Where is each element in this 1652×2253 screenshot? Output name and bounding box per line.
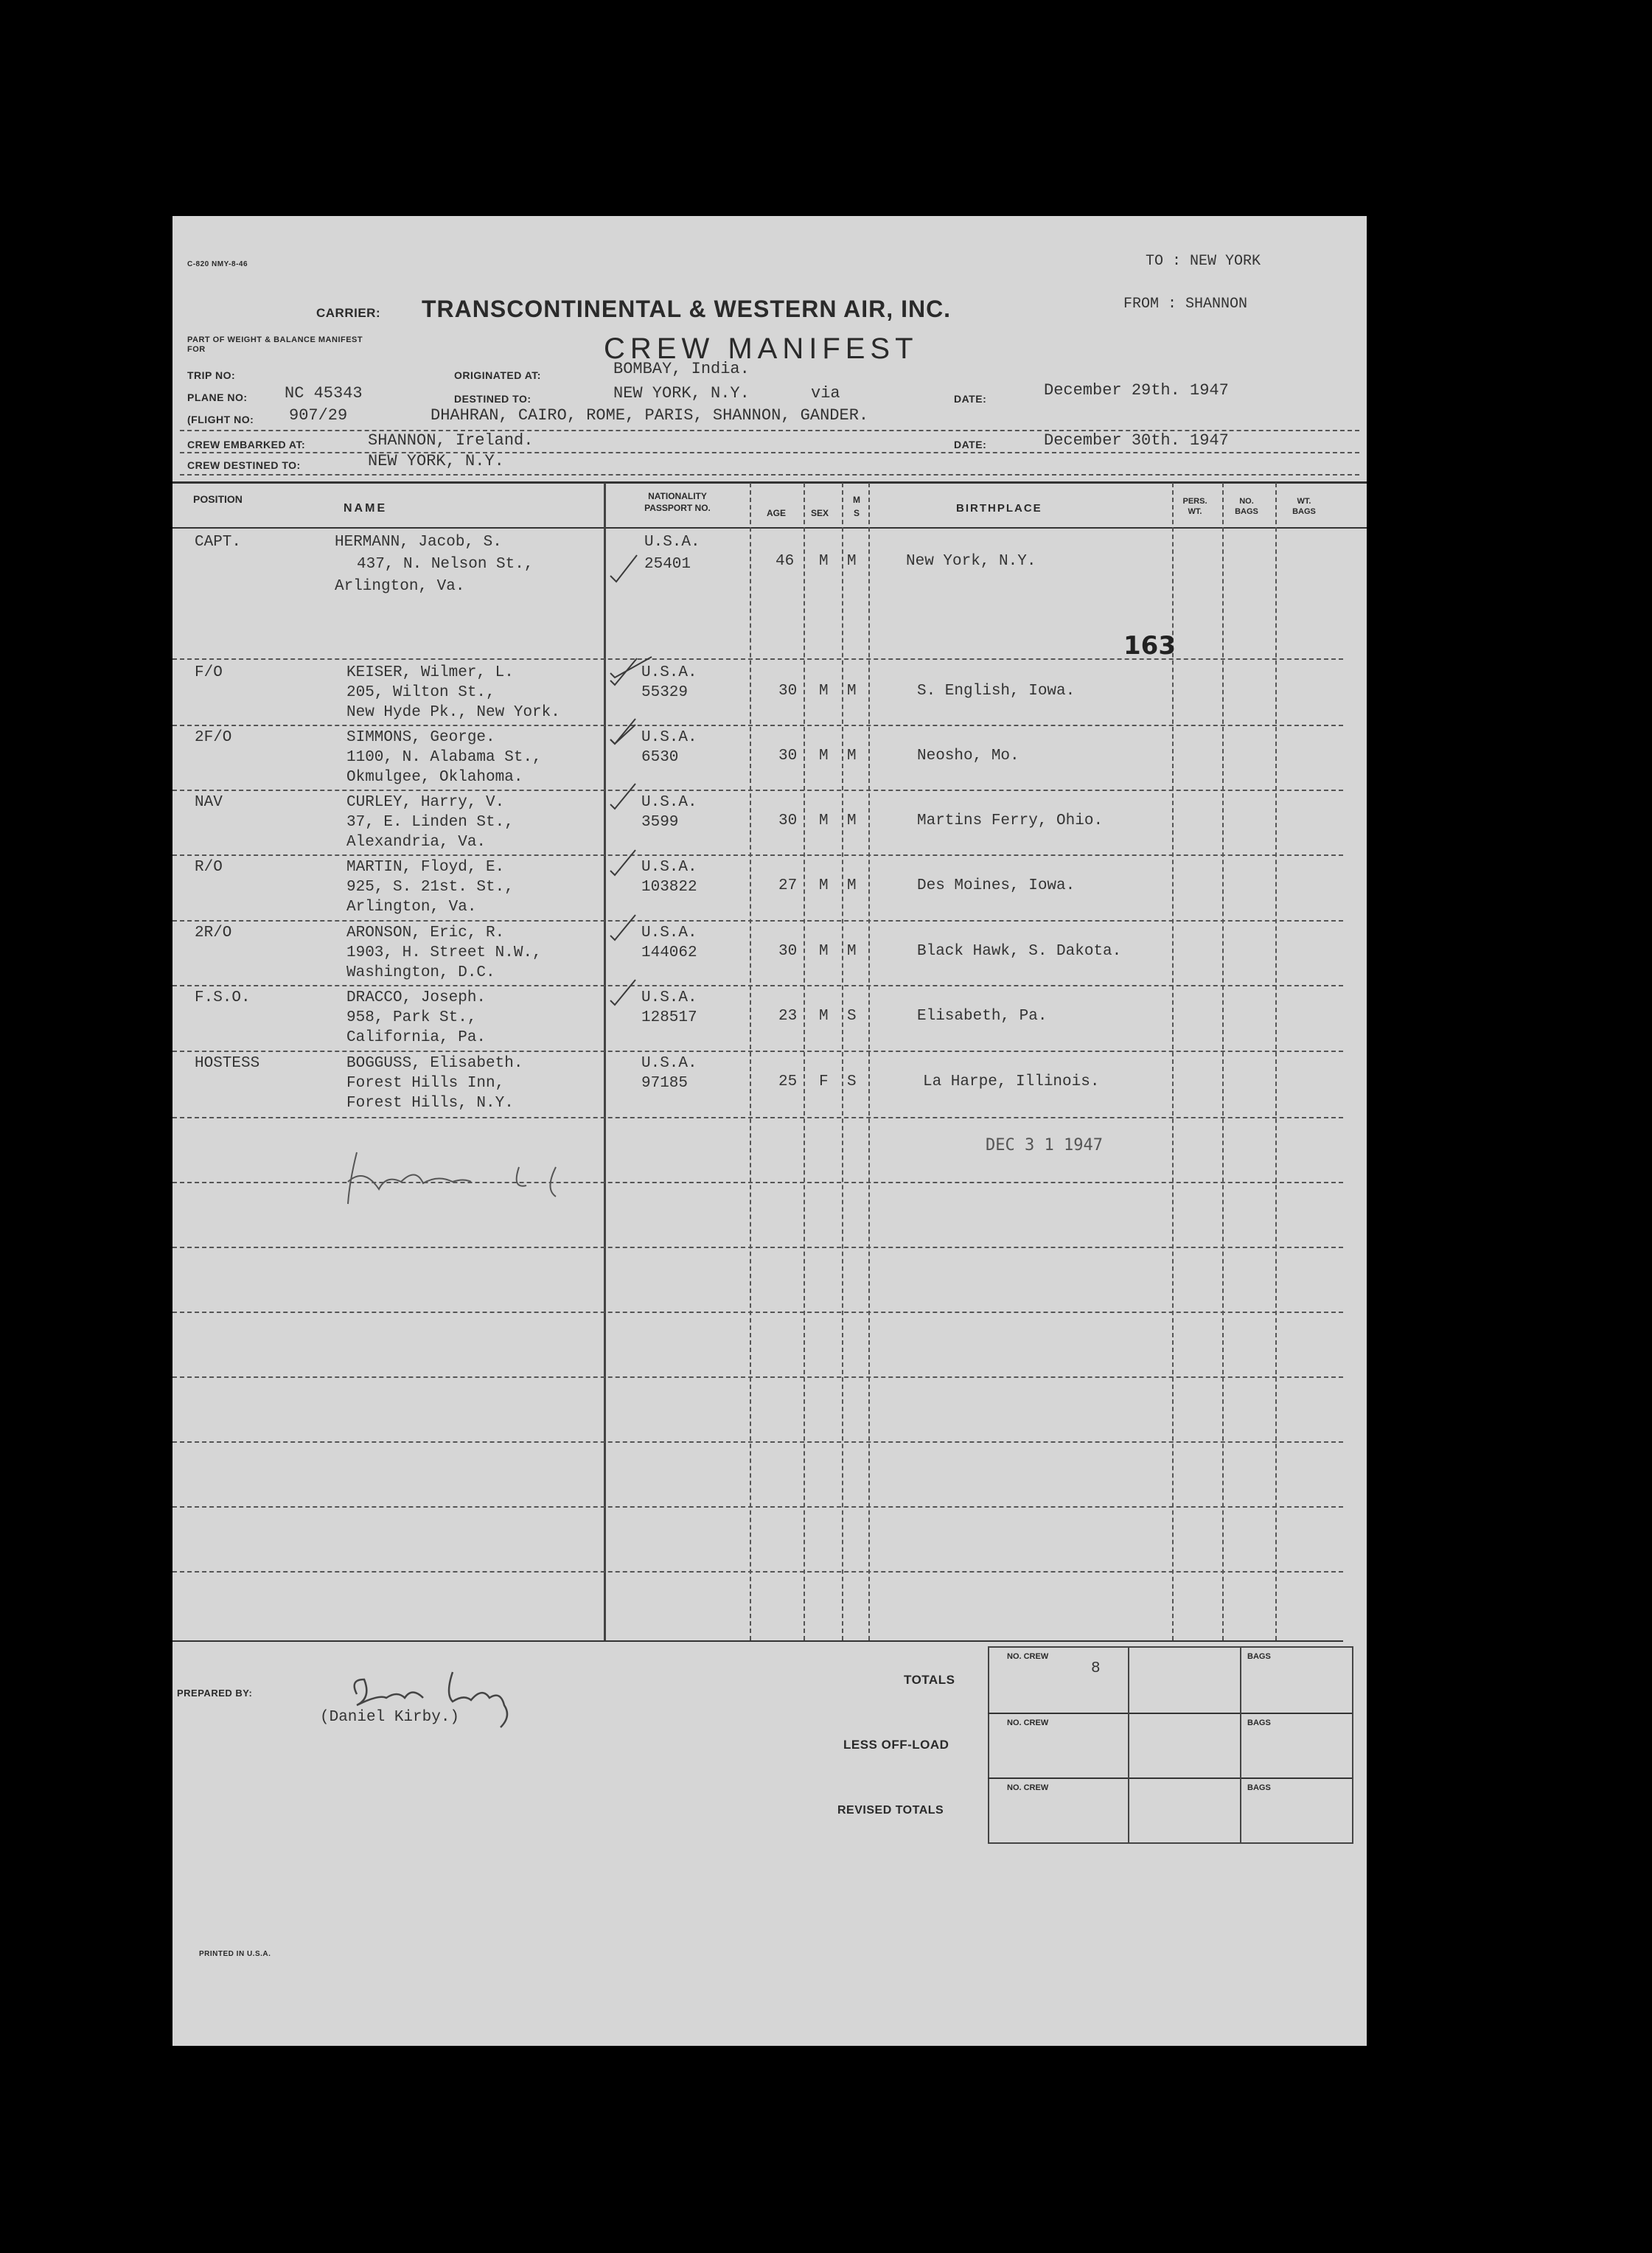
to-field: TO : NEW YORK [1146, 253, 1261, 270]
carrier-name: TRANSCONTINENTAL & WESTERN AIR, INC. [422, 296, 952, 322]
trip-label: TRIP NO: [187, 369, 236, 381]
col-birthplace: BIRTHPLACE [956, 502, 1042, 515]
crew-marital: M [847, 748, 857, 765]
crew-name: HERMANN, Jacob, S. [335, 534, 502, 551]
col-no-bags: NO. BAGS [1235, 497, 1258, 516]
crew-nationality: U.S.A. [641, 859, 697, 876]
bags-label: BAGS [1247, 1652, 1271, 1661]
crew-age: 46 [776, 553, 795, 570]
crew-city: New Hyde Pk., New York. [346, 704, 560, 721]
crew-marital: M [847, 812, 857, 829]
crew-passport: 144062 [641, 944, 697, 961]
date-value: December 29th. 1947 [1044, 381, 1229, 400]
col-ms: M S [853, 495, 860, 518]
flight-label: (FLIGHT NO: [187, 414, 254, 425]
crew-marital: M [847, 553, 857, 570]
col-sex: SEX [811, 508, 829, 518]
manifest-page [172, 216, 1367, 2046]
form-code: C-820 NMY-8-46 [187, 260, 248, 268]
plane-label: PLANE NO: [187, 391, 248, 403]
plane-number: NC 45343 [285, 384, 363, 403]
crew-address: Forest Hills Inn, [346, 1075, 505, 1092]
via-label: via [811, 384, 840, 403]
revised-no-crew-label: NO. CREW [1007, 1783, 1049, 1792]
crew-sex: M [819, 748, 829, 765]
revised-totals-label: REVISED TOTALS [837, 1804, 944, 1817]
crew-marital: M [847, 683, 857, 700]
crew-passport: 6530 [641, 749, 679, 766]
crew-sex: M [819, 943, 829, 960]
crew-city: Forest Hills, N.Y. [346, 1095, 514, 1112]
crew-age: 30 [778, 748, 798, 765]
crew-passport: 25401 [644, 556, 691, 573]
crew-passport: 97185 [641, 1075, 689, 1092]
crew-name: DRACCO, Joseph. [346, 989, 487, 1006]
date-stamp: DEC 3 1 1947 [986, 1136, 1103, 1155]
route-value: DHAHRAN, CAIRO, ROME, PARIS, SHANNON, GANDER. [431, 406, 869, 425]
crew-nationality: U.S.A. [644, 534, 700, 551]
crew-marital: M [847, 877, 857, 894]
no-crew-value: 8 [1091, 1660, 1101, 1677]
crew-birthplace: Neosho, Mo. [917, 748, 1020, 765]
handwritten-initials [335, 1138, 600, 1211]
crew-position: NAV [195, 794, 223, 811]
crew-dest-value: NEW YORK, N.Y. [368, 452, 504, 470]
page-title: CREW MANIFEST [604, 332, 919, 365]
crew-age: 23 [778, 1008, 798, 1025]
crew-marital: M [847, 943, 857, 960]
offload-bags-label: BAGS [1247, 1719, 1271, 1727]
page-number: 163 [1123, 631, 1176, 661]
col-position: POSITION [193, 493, 243, 505]
crew-address: 437, N. Nelson St., [357, 556, 534, 573]
crew-position: CAPT. [195, 534, 242, 551]
crew-marital: S [847, 1008, 857, 1025]
check-marks-lower [607, 651, 674, 1093]
crew-nationality: U.S.A. [641, 924, 697, 941]
crew-sex: M [819, 553, 829, 570]
crew-passport: 55329 [641, 684, 689, 701]
crew-position: 2R/O [195, 924, 232, 941]
crew-age: 30 [778, 812, 798, 829]
date2-label: DATE: [954, 439, 987, 450]
crew-city: Alexandria, Va. [346, 834, 487, 851]
crew-marital: S [847, 1073, 857, 1090]
crew-city: California, Pa. [346, 1029, 487, 1046]
part-of-label: PART OF WEIGHT & BALANCE MANIFEST FOR [187, 335, 363, 354]
destined-label: DESTINED TO: [454, 393, 532, 405]
crew-address: 925, S. 21st. St., [346, 879, 514, 896]
crew-birthplace: Des Moines, Iowa. [917, 877, 1076, 894]
crew-age: 27 [778, 877, 798, 894]
crew-birthplace: Black Hawk, S. Dakota. [917, 943, 1122, 960]
revised-bags-label: BAGS [1247, 1783, 1271, 1792]
crew-passport: 103822 [641, 879, 697, 896]
totals-box [988, 1646, 1353, 1844]
crew-address: 1100, N. Alabama St., [346, 749, 542, 766]
crew-nationality: U.S.A. [641, 989, 697, 1006]
crew-nationality: U.S.A. [641, 664, 697, 681]
embarked-label: CREW EMBARKED AT: [187, 439, 306, 450]
destined-value: NEW YORK, N.Y. [613, 384, 750, 403]
col-name: NAME [344, 502, 388, 515]
crew-sex: M [819, 1008, 829, 1025]
totals-label: TOTALS [904, 1673, 955, 1687]
crew-city: Okmulgee, Oklahoma. [346, 769, 523, 786]
crew-address: 958, Park St., [346, 1009, 477, 1026]
crew-birthplace: Martins Ferry, Ohio. [917, 812, 1104, 829]
col-wt-bags: WT. BAGS [1292, 497, 1316, 516]
crew-birthplace: New York, N.Y. [906, 553, 1036, 570]
crew-name: BOGGUSS, Elisabeth. [346, 1055, 523, 1072]
printed-label: PRINTED IN U.S.A. [199, 1950, 271, 1958]
crew-address: 1903, H. Street N.W., [346, 944, 542, 961]
crew-nationality: U.S.A. [641, 729, 697, 746]
crew-name: MARTIN, Floyd, E. [346, 859, 505, 876]
originated-value: BOMBAY, India. [613, 360, 750, 378]
embarked-value: SHANNON, Ireland. [368, 431, 534, 450]
crew-city: Arlington, Va. [335, 578, 465, 595]
flight-number: 907/29 [289, 406, 348, 425]
date-label: DATE: [954, 393, 987, 405]
crew-dest-label: CREW DESTINED TO: [187, 459, 301, 471]
col-pers-wt: PERS. WT. [1182, 497, 1207, 516]
col-age: AGE [767, 508, 787, 518]
crew-age: 30 [778, 683, 798, 700]
crew-birthplace: S. English, Iowa. [917, 683, 1076, 700]
crew-name: SIMMONS, George. [346, 729, 495, 746]
crew-address: 37, E. Linden St., [346, 814, 514, 831]
crew-passport: 128517 [641, 1009, 697, 1026]
crew-position: HOSTESS [195, 1055, 260, 1072]
originated-label: ORIGINATED AT: [454, 369, 541, 381]
crew-address: 205, Wilton St., [346, 684, 495, 701]
crew-position: F.S.O. [195, 989, 251, 1006]
crew-birthplace: La Harpe, Illinois. [923, 1073, 1100, 1090]
crew-passport: 3599 [641, 814, 679, 831]
crew-age: 25 [778, 1073, 798, 1090]
crew-sex: M [819, 812, 829, 829]
crew-sex: F [819, 1073, 829, 1090]
crew-position: 2F/O [195, 729, 232, 746]
carrier-label: CARRIER: [316, 306, 381, 320]
crew-sex: M [819, 683, 829, 700]
crew-position: R/O [195, 859, 223, 876]
prepared-label: PREPARED BY: [177, 1688, 253, 1699]
crew-sex: M [819, 877, 829, 894]
from-field: FROM : SHANNON [1123, 296, 1248, 313]
offload-label: LESS OFF-LOAD [843, 1738, 949, 1752]
date2-value: December 30th. 1947 [1044, 431, 1229, 450]
no-crew-label: NO. CREW [1007, 1652, 1049, 1661]
crew-city: Arlington, Va. [346, 899, 477, 916]
crew-city: Washington, D.C. [346, 964, 495, 981]
offload-no-crew-label: NO. CREW [1007, 1719, 1049, 1727]
crew-nationality: U.S.A. [641, 1055, 697, 1072]
crew-name: CURLEY, Harry, V. [346, 794, 505, 811]
col-nationality: NATIONALITY PASSPORT NO. [644, 491, 711, 513]
crew-age: 30 [778, 943, 798, 960]
crew-name: KEISER, Wilmer, L. [346, 664, 514, 681]
crew-name: ARONSON, Eric, R. [346, 924, 505, 941]
crew-nationality: U.S.A. [641, 794, 697, 811]
crew-birthplace: Elisabeth, Pa. [917, 1008, 1048, 1025]
prepared-name: (Daniel Kirby.) [320, 1709, 460, 1726]
crew-position: F/O [195, 664, 223, 681]
